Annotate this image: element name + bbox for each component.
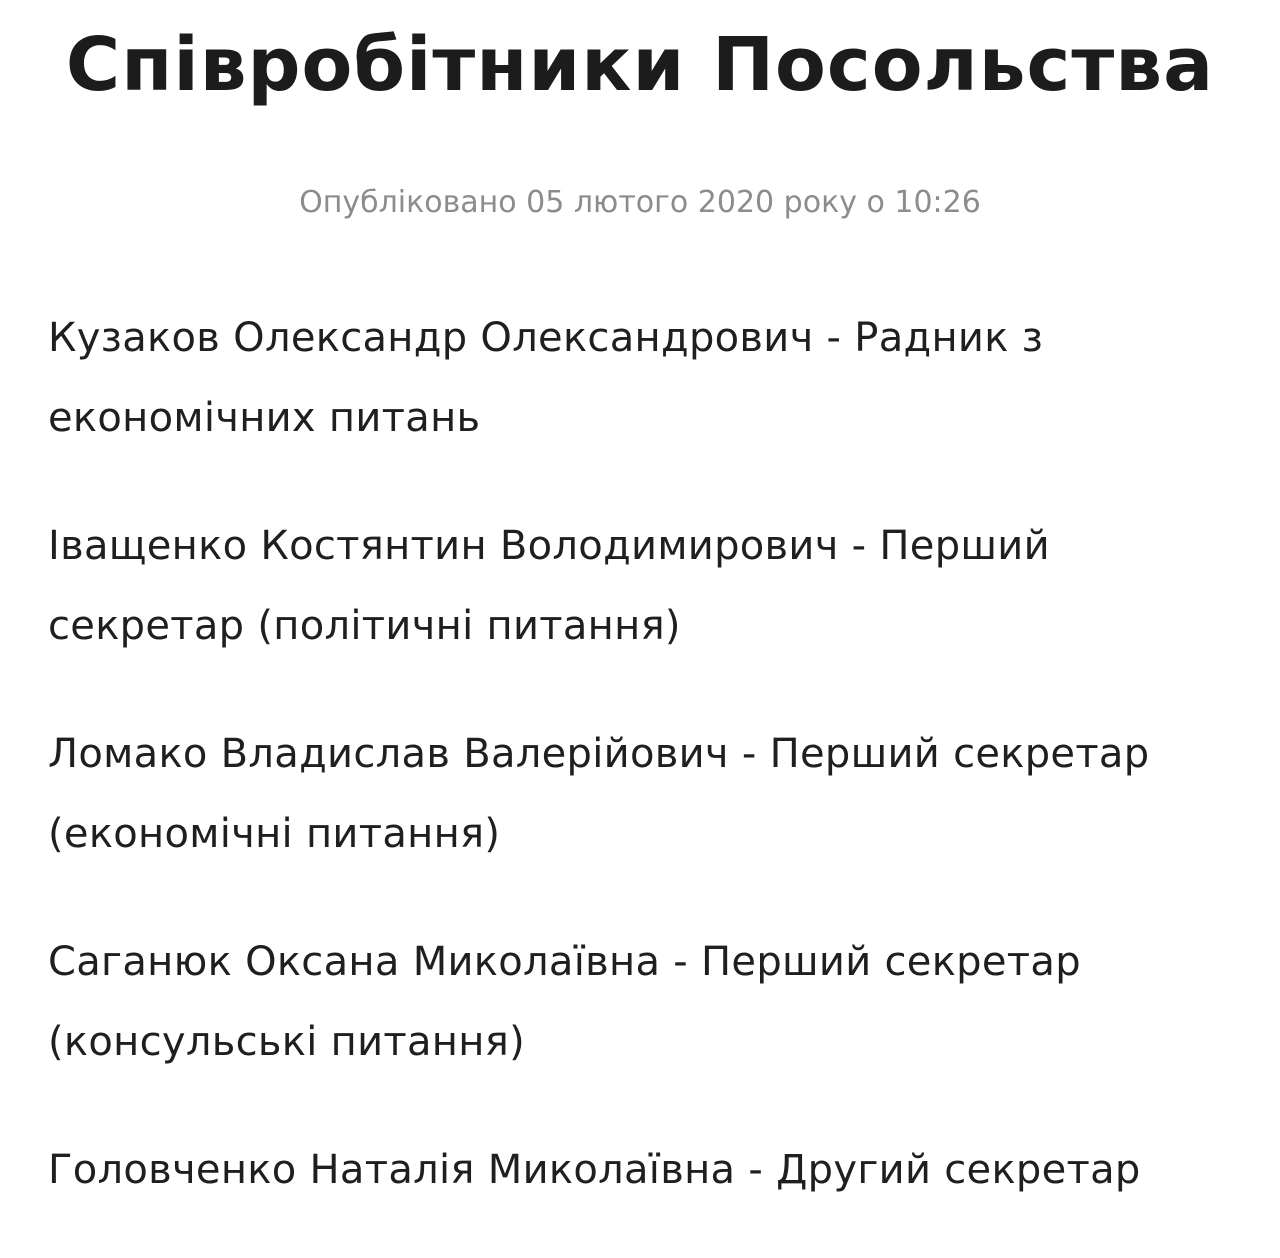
publish-date: Опубліковано 05 лютого 2020 року о 10:26 <box>299 185 981 220</box>
staff-item: Ломако Владислав Валерійович - Перший секретар (економічні питання) <box>48 731 1150 857</box>
staff-item: Іващенко Костянтин Володимирович - Перший секретар (політичні питання) <box>48 523 1050 649</box>
page-title: Співробітники Посольства <box>65 22 1215 108</box>
staff-list <box>48 298 1248 1258</box>
staff-item: Саганюк Оксана Миколаївна - Перший секретар (консульські питання) <box>48 939 1081 1065</box>
staff-item: Кузаков Олександр Олександрович - Радник з економічних питань <box>48 315 1044 441</box>
staff-item: Головченко Наталія Миколаївна - Другий секретар <box>48 1147 1141 1193</box>
